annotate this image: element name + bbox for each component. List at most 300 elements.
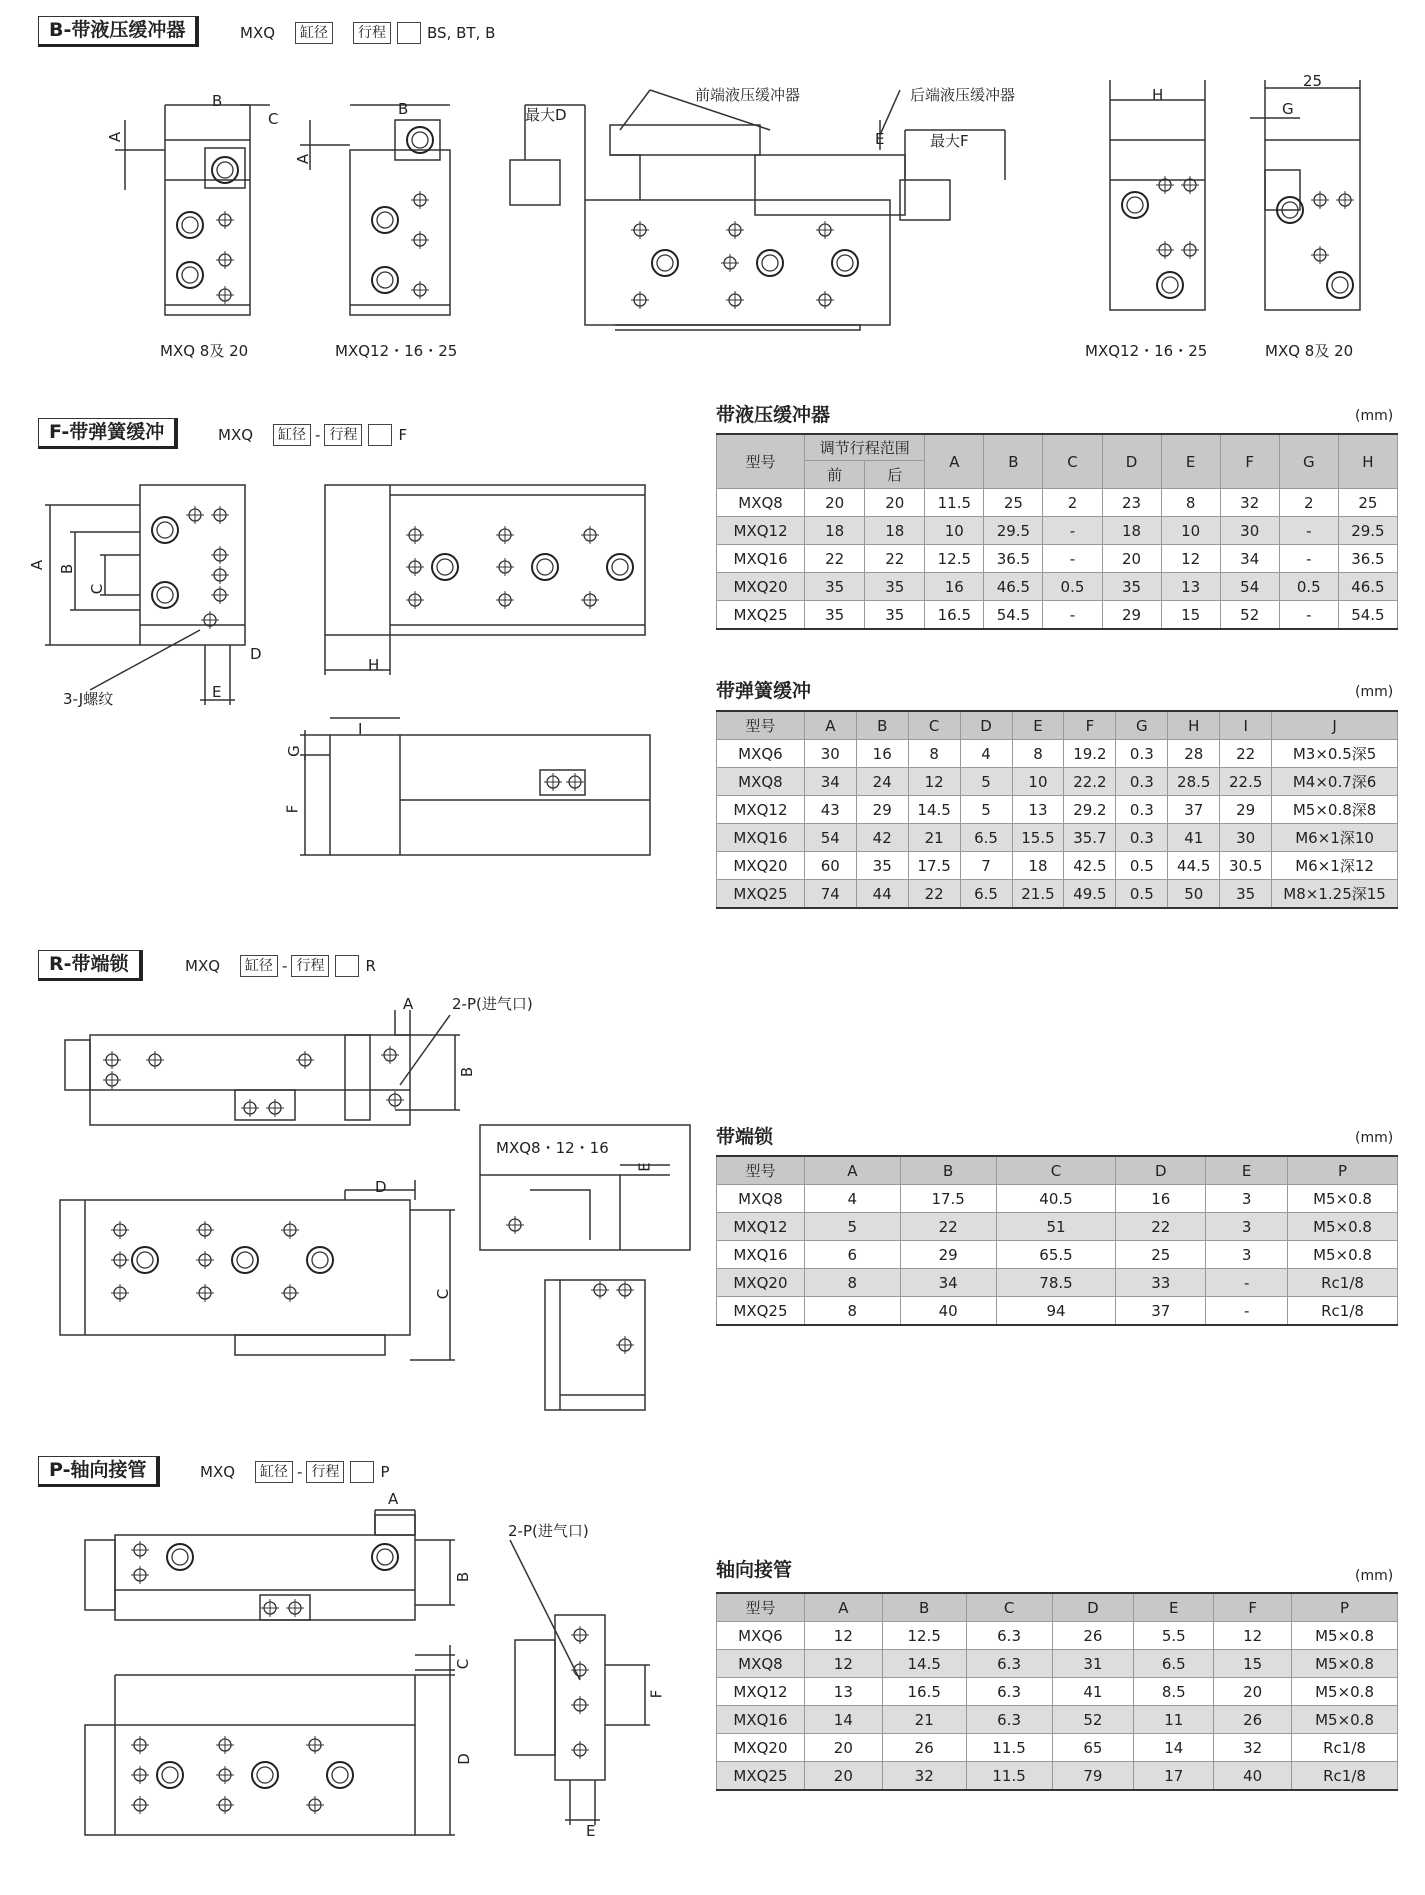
value-cell: 22 [1116, 1213, 1206, 1241]
model-cell: MXQ12 [717, 1678, 805, 1706]
value-cell: 0.5 [1279, 573, 1338, 601]
value-cell: 50 [1168, 880, 1220, 909]
value-cell: 21.5 [1012, 880, 1064, 909]
table-row [717, 1269, 1398, 1297]
model-cell: MXQ16 [717, 1706, 805, 1734]
f-dim-e: E [212, 683, 222, 701]
code-blank-box [397, 22, 421, 44]
value-cell: 2 [1279, 489, 1338, 517]
value-cell: 29.2 [1064, 796, 1116, 824]
table-header-cell: A [804, 1593, 882, 1622]
value-cell: 12 [1214, 1622, 1292, 1650]
model-cell: MXQ25 [717, 1762, 805, 1791]
r-drawings [0, 990, 700, 1440]
b-caption-3: MXQ12・16・25 [1085, 342, 1208, 360]
table-header-cell: D [960, 711, 1012, 740]
value-cell: 23 [1102, 489, 1161, 517]
value-cell: 6 [804, 1241, 900, 1269]
value-cell: 40 [900, 1297, 996, 1326]
value-cell: 32 [882, 1762, 966, 1791]
value-cell: 25 [1116, 1241, 1206, 1269]
table-header-cell: D [1052, 1593, 1134, 1622]
value-cell: 25 [984, 489, 1043, 517]
table-unit-axial: (mm) [1355, 1568, 1394, 1584]
value-cell: 29 [856, 796, 908, 824]
value-cell: 5.5 [1134, 1622, 1214, 1650]
value-cell: 25 [1338, 489, 1397, 517]
value-cell: - [1279, 517, 1338, 545]
table-header-cell: C [966, 1593, 1052, 1622]
value-cell: 30.5 [1220, 852, 1272, 880]
code-suffix: F [398, 426, 408, 444]
model-cell: MXQ8 [717, 1650, 805, 1678]
code-blank-box [335, 955, 359, 977]
b-caption-2: MXQ12・16・25 [335, 342, 458, 360]
value-cell: 32 [1220, 489, 1279, 517]
f-dim-h: H [368, 656, 380, 674]
code-suffix: R [365, 957, 376, 975]
value-cell: 18 [805, 517, 865, 545]
b-dim-max-d: 最大D [525, 106, 567, 124]
value-cell: M6×1深12 [1272, 852, 1398, 880]
value-cell: 41 [1168, 824, 1220, 852]
code-prefix: MXQ [218, 426, 254, 444]
value-cell: 22.5 [1220, 768, 1272, 796]
p-dim-e: E [586, 1822, 596, 1840]
value-cell: 13 [1161, 573, 1220, 601]
value-cell: 46.5 [1338, 573, 1397, 601]
value-cell: 43 [804, 796, 856, 824]
table-header-cell: F [1214, 1593, 1292, 1622]
table-row [717, 1241, 1398, 1269]
value-cell: 12.5 [882, 1622, 966, 1650]
code-suffix: P [380, 1463, 390, 1481]
value-cell: 35 [805, 573, 865, 601]
value-cell: 36.5 [1338, 545, 1397, 573]
table-row [717, 1622, 1398, 1650]
table-header-cell: E [1134, 1593, 1214, 1622]
value-cell: 18 [1012, 852, 1064, 880]
table-row [717, 740, 1398, 768]
table-header-cell: C [908, 711, 960, 740]
value-cell: 19.2 [1064, 740, 1116, 768]
value-cell: 12 [908, 768, 960, 796]
th-b: B [984, 434, 1043, 489]
table-unit-lock: (mm) [1355, 1130, 1394, 1146]
th-g: G [1279, 434, 1338, 489]
value-cell: 12 [804, 1650, 882, 1678]
table-row [717, 601, 1398, 630]
f-dim-d: D [250, 645, 262, 663]
value-cell: Rc1/8 [1292, 1762, 1398, 1791]
value-cell: 52 [1052, 1706, 1134, 1734]
table-row [717, 1297, 1398, 1326]
order-code-r [185, 953, 376, 979]
value-cell: 6.3 [966, 1622, 1052, 1650]
value-cell: 13 [1012, 796, 1064, 824]
value-cell: 34 [804, 768, 856, 796]
value-cell: - [1206, 1297, 1288, 1326]
table-header-cell: B [900, 1156, 996, 1185]
table-header-cell: F [1064, 711, 1116, 740]
code-dash: - [282, 957, 288, 975]
b-dim-a2: A [294, 153, 313, 165]
value-cell: 8.5 [1134, 1678, 1214, 1706]
value-cell: 65.5 [996, 1241, 1116, 1269]
value-cell: 41 [1052, 1678, 1134, 1706]
value-cell: 20 [1214, 1678, 1292, 1706]
value-cell: 28 [1168, 740, 1220, 768]
code-dash: - [297, 1463, 303, 1481]
value-cell: 40.5 [996, 1185, 1116, 1213]
th-c: C [1043, 434, 1102, 489]
table-header-cell: E [1012, 711, 1064, 740]
value-cell: 35 [1220, 880, 1272, 909]
model-cell: MXQ8 [717, 768, 805, 796]
f-dim-g: G [284, 745, 303, 757]
model-cell: MXQ16 [717, 1241, 805, 1269]
value-cell: 32 [1214, 1734, 1292, 1762]
value-cell: 16.5 [882, 1678, 966, 1706]
value-cell: 35 [856, 852, 908, 880]
value-cell: 22 [805, 545, 865, 573]
value-cell: 37 [1168, 796, 1220, 824]
value-cell: M5×0.8 [1292, 1678, 1398, 1706]
value-cell: 22 [908, 880, 960, 909]
value-cell: 22 [900, 1213, 996, 1241]
value-cell: 33 [1116, 1269, 1206, 1297]
r-port-label: 2-P(进气口) [452, 995, 533, 1013]
b-dim-a1: A [106, 131, 125, 143]
table-header-cell: H [1168, 711, 1220, 740]
code-stroke-box: 行程 [291, 955, 329, 977]
table-title-hydraulic: 带液压缓冲器 [716, 404, 831, 426]
table-row [717, 1213, 1398, 1241]
value-cell: 94 [996, 1297, 1116, 1326]
table-row [717, 517, 1398, 545]
value-cell: 78.5 [996, 1269, 1116, 1297]
table-row [717, 824, 1398, 852]
value-cell: 8 [908, 740, 960, 768]
th-a: A [925, 434, 984, 489]
code-suffix: BS, BT, B [427, 24, 496, 42]
table-header-cell: D [1116, 1156, 1206, 1185]
p-dim-b: B [454, 1571, 473, 1583]
b-caption-1: MXQ 8及 20 [160, 342, 249, 360]
table-row [717, 852, 1398, 880]
table-header-cell: J [1272, 711, 1398, 740]
value-cell: 60 [804, 852, 856, 880]
value-cell: 74 [804, 880, 856, 909]
value-cell: 8 [1012, 740, 1064, 768]
value-cell: 21 [882, 1706, 966, 1734]
value-cell: 6.5 [960, 824, 1012, 852]
value-cell: 44.5 [1168, 852, 1220, 880]
value-cell: 16 [925, 573, 984, 601]
value-cell: 14 [804, 1706, 882, 1734]
table-header-cell: I [1220, 711, 1272, 740]
value-cell: 36.5 [984, 545, 1043, 573]
b-dim-b1: B [212, 92, 223, 110]
value-cell: 34 [900, 1269, 996, 1297]
table-row [717, 1762, 1398, 1791]
code-stroke-box: 行程 [353, 22, 391, 44]
value-cell: 35 [1102, 573, 1161, 601]
value-cell: 15 [1214, 1650, 1292, 1678]
table-header-cell: P [1292, 1593, 1398, 1622]
value-cell: 5 [960, 768, 1012, 796]
value-cell: 26 [1214, 1706, 1292, 1734]
table-row [717, 545, 1398, 573]
model-cell: MXQ20 [717, 1269, 805, 1297]
b-dim-c: C [268, 110, 279, 128]
value-cell: 8 [804, 1269, 900, 1297]
p-dim-f: F [647, 1689, 666, 1699]
table-row [717, 1650, 1398, 1678]
th-range: 调节行程范围 [805, 434, 925, 461]
value-cell: 54 [804, 824, 856, 852]
th-e: E [1161, 434, 1220, 489]
th-d: D [1102, 434, 1161, 489]
value-cell: 79 [1052, 1762, 1134, 1791]
value-cell: M5×0.8 [1288, 1241, 1398, 1269]
value-cell: 2 [1043, 489, 1102, 517]
value-cell: 6.3 [966, 1650, 1052, 1678]
th-f: F [1220, 434, 1279, 489]
value-cell: 54.5 [984, 601, 1043, 630]
value-cell: 54.5 [1338, 601, 1397, 630]
table-lock [716, 1155, 1398, 1326]
th-rear: 后 [865, 461, 925, 489]
code-bore-box: 缸径 [295, 22, 333, 44]
p-port-label: 2-P(进气口) [508, 1522, 589, 1540]
p-dim-d: D [454, 1753, 473, 1765]
value-cell: 42.5 [1064, 852, 1116, 880]
model-cell: MXQ25 [717, 880, 805, 909]
value-cell: 26 [882, 1734, 966, 1762]
value-cell: 7 [960, 852, 1012, 880]
value-cell: 29.5 [984, 517, 1043, 545]
value-cell: 29 [900, 1241, 996, 1269]
order-code-b [240, 20, 495, 46]
value-cell: 5 [804, 1213, 900, 1241]
value-cell: 20 [805, 489, 865, 517]
value-cell: 29 [1102, 601, 1161, 630]
value-cell: - [1279, 601, 1338, 630]
table-row [717, 573, 1398, 601]
value-cell: 37 [1116, 1297, 1206, 1326]
value-cell: Rc1/8 [1288, 1269, 1398, 1297]
code-bore-box: 缸径 [240, 955, 278, 977]
value-cell: 44 [856, 880, 908, 909]
value-cell: 18 [865, 517, 925, 545]
code-stroke-box: 行程 [324, 424, 362, 446]
value-cell: 6.5 [1134, 1650, 1214, 1678]
value-cell: 10 [1161, 517, 1220, 545]
value-cell: 17 [1134, 1762, 1214, 1791]
code-bore-box: 缸径 [273, 424, 311, 446]
value-cell: 22 [865, 545, 925, 573]
model-cell: MXQ20 [717, 852, 805, 880]
table-row [717, 1678, 1398, 1706]
b-front-buffer-label: 前端液压缓冲器 [695, 86, 801, 104]
value-cell: 40 [1214, 1762, 1292, 1791]
value-cell: 14.5 [882, 1650, 966, 1678]
value-cell: 3 [1206, 1241, 1288, 1269]
value-cell: 54 [1220, 573, 1279, 601]
code-stroke-box: 行程 [306, 1461, 344, 1483]
p-dim-c: C [454, 1658, 473, 1670]
table-header-cell: E [1206, 1156, 1288, 1185]
b-dim-max-f: 最大F [930, 132, 969, 150]
value-cell: 30 [1220, 517, 1279, 545]
table-header-cell: 型号 [717, 1156, 805, 1185]
b-dim-25: 25 [1303, 72, 1323, 90]
section-title-f: F-带弹簧缓冲 [38, 418, 178, 449]
value-cell: 28.5 [1168, 768, 1220, 796]
value-cell: 29.5 [1338, 517, 1397, 545]
table-header-cell: B [856, 711, 908, 740]
value-cell: 15 [1161, 601, 1220, 630]
f-drawings [0, 470, 700, 900]
value-cell: 0.3 [1116, 768, 1168, 796]
r-dim-d: D [375, 1178, 387, 1196]
b-dim-b2: B [398, 100, 409, 118]
order-code-p [200, 1459, 390, 1485]
value-cell: 35 [865, 601, 925, 630]
table-title-axial: 轴向接管 [716, 1559, 793, 1581]
table-hydraulic [716, 433, 1398, 630]
table-title-lock: 带端锁 [716, 1126, 774, 1148]
value-cell: 0.3 [1116, 796, 1168, 824]
value-cell: 22.2 [1064, 768, 1116, 796]
value-cell: 11.5 [925, 489, 984, 517]
value-cell: - [1043, 601, 1102, 630]
table-row [717, 880, 1398, 909]
model-cell: MXQ6 [717, 740, 805, 768]
b-rear-buffer-label: 后端液压缓冲器 [910, 86, 1016, 104]
table-header-cell: 型号 [717, 1593, 805, 1622]
model-cell: MXQ16 [717, 824, 805, 852]
model-cell: MXQ25 [717, 1297, 805, 1326]
table-title-spring: 带弹簧缓冲 [716, 680, 812, 702]
value-cell: M4×0.7深6 [1272, 768, 1398, 796]
section-title-r: R-带端锁 [38, 950, 143, 981]
value-cell: 0.3 [1116, 740, 1168, 768]
model-cell: MXQ20 [717, 573, 805, 601]
value-cell: 65 [1052, 1734, 1134, 1762]
code-blank-box [368, 424, 392, 446]
r-dim-a: A [403, 995, 414, 1013]
value-cell: 20 [804, 1734, 882, 1762]
model-cell: MXQ20 [717, 1734, 805, 1762]
value-cell: 51 [996, 1213, 1116, 1241]
value-cell: 11.5 [966, 1762, 1052, 1791]
table-unit-spring: (mm) [1355, 684, 1394, 700]
value-cell: 35 [805, 601, 865, 630]
value-cell: 17.5 [908, 852, 960, 880]
table-header-cell: A [804, 711, 856, 740]
f-dim-a: A [28, 559, 47, 571]
table-row [717, 1706, 1398, 1734]
value-cell: 21 [908, 824, 960, 852]
r-detail-label: MXQ8・12・16 [496, 1139, 609, 1157]
value-cell: 0.5 [1116, 852, 1168, 880]
code-prefix: MXQ [185, 957, 221, 975]
section-title-b: B-带液压缓冲器 [38, 16, 199, 47]
th-front: 前 [805, 461, 865, 489]
value-cell: 29 [1220, 796, 1272, 824]
value-cell: 16 [1116, 1185, 1206, 1213]
f-dim-i: I [358, 720, 363, 738]
table-unit-hydraulic: (mm) [1355, 408, 1394, 424]
th-model: 型号 [717, 434, 805, 489]
value-cell: M8×1.25深15 [1272, 880, 1398, 909]
model-cell: MXQ12 [717, 517, 805, 545]
model-cell: MXQ8 [717, 1185, 805, 1213]
b-dim-g: G [1282, 100, 1294, 118]
value-cell: 4 [960, 740, 1012, 768]
value-cell: 10 [925, 517, 984, 545]
table-spring [716, 710, 1398, 909]
table-row [717, 796, 1398, 824]
f-dim-b: B [58, 563, 77, 575]
value-cell: 22 [1220, 740, 1272, 768]
value-cell: 52 [1220, 601, 1279, 630]
value-cell: 3 [1206, 1213, 1288, 1241]
order-code-f [218, 422, 407, 448]
value-cell: 20 [1102, 545, 1161, 573]
value-cell: 11.5 [966, 1734, 1052, 1762]
value-cell: 49.5 [1064, 880, 1116, 909]
value-cell: 0.3 [1116, 824, 1168, 852]
value-cell: 12 [804, 1622, 882, 1650]
value-cell: 4 [804, 1185, 900, 1213]
value-cell: 30 [804, 740, 856, 768]
value-cell: 12.5 [925, 545, 984, 573]
b-dim-e: E [875, 130, 885, 148]
value-cell: 0.5 [1043, 573, 1102, 601]
value-cell: 3 [1206, 1185, 1288, 1213]
table-row [717, 489, 1398, 517]
model-cell: MXQ25 [717, 601, 805, 630]
p-dim-a: A [388, 1490, 399, 1508]
table-header-cell: G [1116, 711, 1168, 740]
value-cell: 35 [865, 573, 925, 601]
b-caption-4: MXQ 8及 20 [1265, 342, 1354, 360]
value-cell: M5×0.8 [1292, 1650, 1398, 1678]
value-cell: - [1279, 545, 1338, 573]
code-prefix: MXQ [200, 1463, 236, 1481]
value-cell: 16 [856, 740, 908, 768]
code-prefix: MXQ [240, 24, 276, 42]
value-cell: 35.7 [1064, 824, 1116, 852]
b-dim-h: H [1152, 86, 1164, 104]
value-cell: 18 [1102, 517, 1161, 545]
value-cell: 15.5 [1012, 824, 1064, 852]
table-header-cell: 型号 [717, 711, 805, 740]
code-blank-box [350, 1461, 374, 1483]
section-title-p: P-轴向接管 [38, 1456, 160, 1487]
r-dim-b: B [458, 1066, 477, 1078]
model-cell: MXQ12 [717, 1213, 805, 1241]
value-cell: 20 [804, 1762, 882, 1791]
value-cell: - [1043, 545, 1102, 573]
value-cell: 42 [856, 824, 908, 852]
value-cell: 5 [960, 796, 1012, 824]
table-axial [716, 1592, 1398, 1791]
code-dash: - [315, 426, 321, 444]
